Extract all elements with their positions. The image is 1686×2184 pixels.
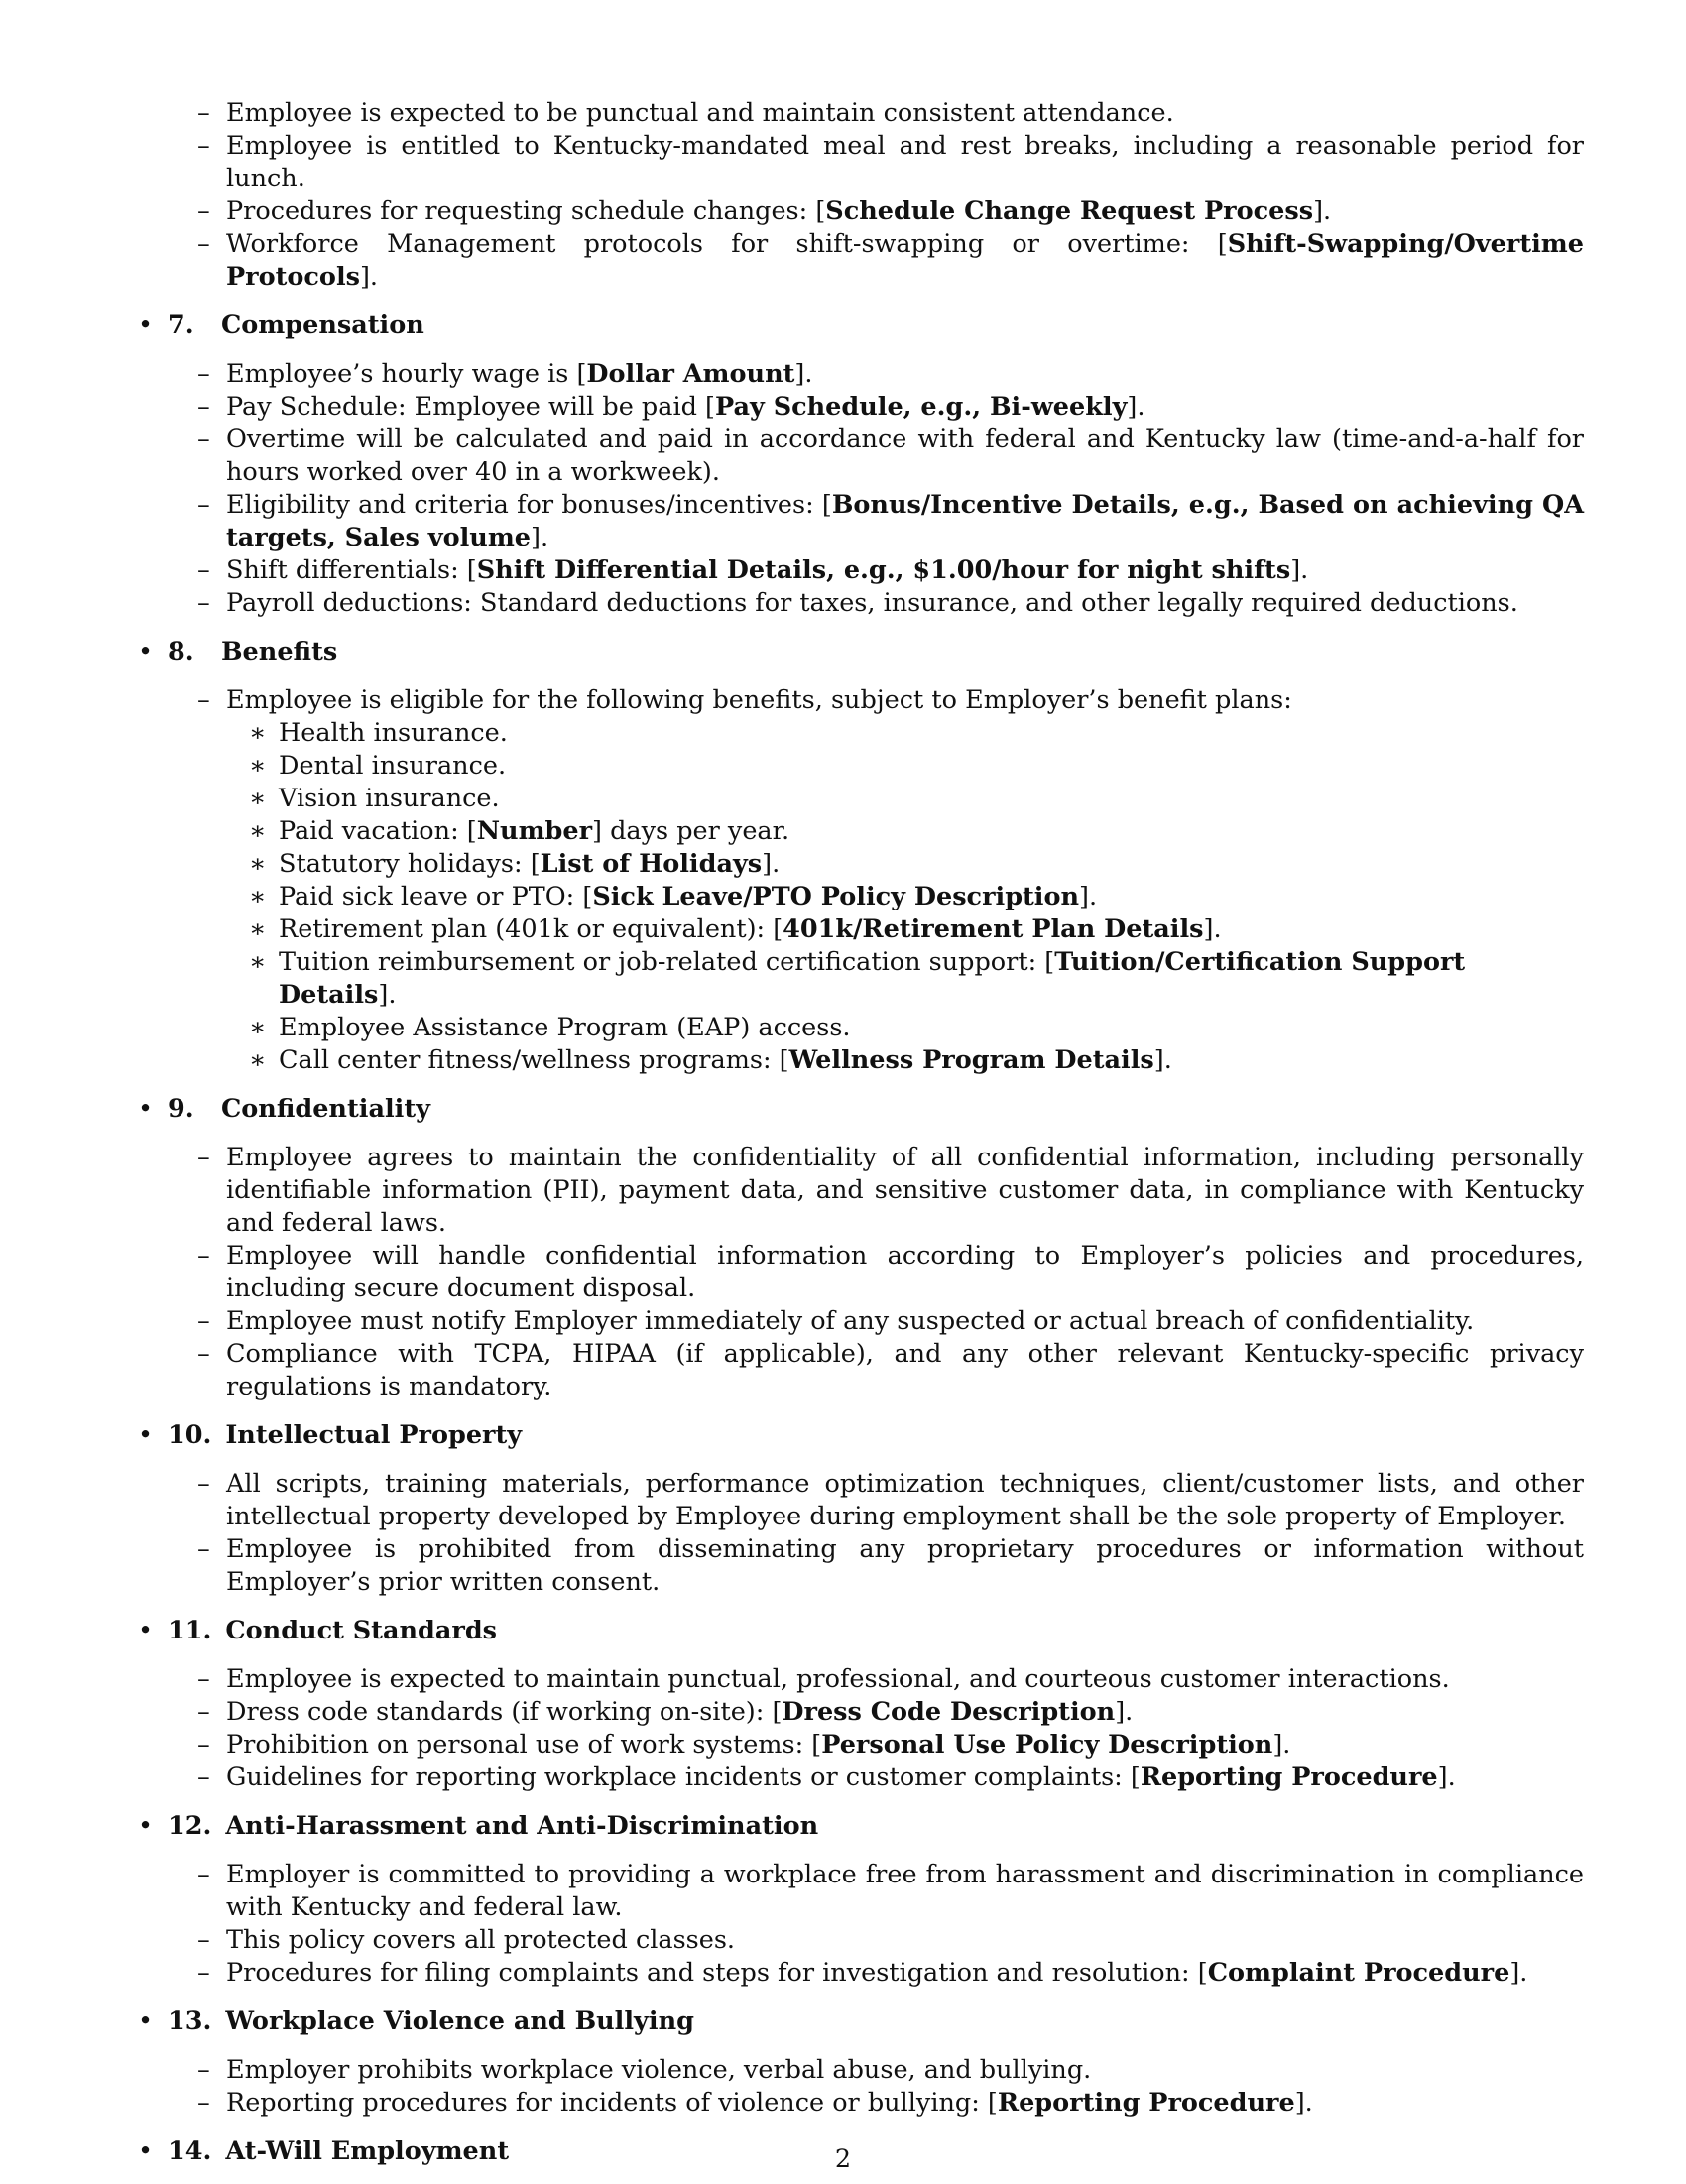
section-title: Benefits: [221, 637, 338, 667]
item-text-suffix: ].: [1313, 196, 1332, 226]
item-text-suffix: ].: [1127, 392, 1145, 422]
item-text: Employee agrees to maintain the confidentiality of all confidential information, including personally identifiable information (PII), payment data, and sensitive customer data, in compliance with Kentucky and federal laws.: [226, 1143, 1584, 1238]
item-text: Payroll deductions: Standard deductions for taxes, insurance, and other legally required deductions.: [226, 588, 1518, 618]
placeholder-field: List of Holidays: [540, 849, 763, 879]
item-text: Employee is expected to be punctual and maintain consistent attendance.: [226, 98, 1174, 128]
item-text-suffix: ].: [359, 262, 379, 292]
section-heading: [136, 1093, 1584, 1126]
item-text-suffix: ].: [1203, 914, 1222, 944]
star-marker: ∗: [249, 816, 267, 846]
item-text: Prohibition on personal use of work systems: [: [226, 1730, 822, 1759]
dash-marker: –: [197, 1664, 210, 1694]
document-page: [136, 97, 1584, 2184]
item-text: Employee is expected to maintain punctual, professional, and courteous customer interactions.: [226, 1664, 1450, 1694]
dash-marker: –: [197, 490, 210, 520]
list-item: [136, 130, 1584, 195]
placeholder-field: Wellness Program Details: [788, 1045, 1154, 1075]
item-text: Reporting procedures for incidents of violence or bullying: [: [226, 2088, 998, 2118]
list-item: [136, 1240, 1584, 1305]
dash-marker: –: [197, 1306, 210, 1336]
item-text-suffix: ] days per year.: [592, 816, 790, 846]
section-title: Intellectual Property: [225, 1420, 523, 1450]
dash-marker: –: [197, 392, 210, 422]
list-item: [136, 2054, 1584, 2087]
item-text: Paid vacation: [: [279, 816, 477, 846]
item-text: Vision insurance.: [279, 784, 500, 813]
dash-marker: –: [197, 196, 210, 226]
section-number: 10.: [168, 1420, 212, 1450]
placeholder-field: 401k/Retirement Plan Details: [783, 914, 1204, 944]
placeholder-field: Reporting Procedure: [997, 2088, 1295, 2118]
sub-list-item: [136, 946, 1584, 1012]
item-text: Employee will handle confidential information according to Employer’s policies and procedures, including secure document disposal.: [226, 1241, 1584, 1303]
section-heading: [136, 1615, 1584, 1647]
dash-marker: –: [197, 1339, 210, 1369]
sub-list-item: [136, 1044, 1584, 1077]
list-item: [136, 1729, 1584, 1761]
section-number: 13.: [168, 2006, 212, 2036]
dash-marker: –: [197, 1958, 210, 1988]
section-title: Conduct Standards: [225, 1616, 498, 1645]
intro-items: [136, 97, 1584, 294]
dash-marker: –: [197, 1241, 210, 1271]
item-text: Dental insurance.: [279, 751, 507, 781]
item-text-suffix: ].: [531, 523, 549, 552]
list-item: [136, 489, 1584, 554]
section-title: Compensation: [221, 310, 424, 340]
item-text-suffix: ].: [794, 359, 813, 389]
list-item: [136, 358, 1584, 391]
list-item: [136, 97, 1584, 130]
section: [136, 1810, 1584, 1990]
section-heading: [136, 1810, 1584, 1843]
item-text: Employee Assistance Program (EAP) access.: [279, 1013, 851, 1042]
bullet-marker: •: [138, 2006, 154, 2036]
dash-marker: –: [197, 1469, 210, 1499]
item-text-suffix: ].: [378, 980, 397, 1010]
item-text: Procedures for filing complaints and steps for investigation and resolution: [: [226, 1958, 1208, 1988]
item-text: Retirement plan (401k or equivalent): [: [279, 914, 783, 944]
dash-marker: –: [197, 555, 210, 585]
section-number: 9.: [168, 1094, 194, 1124]
placeholder-field: Number: [476, 816, 593, 846]
item-text: Tuition reimbursement or job-related certification support: [: [279, 947, 1055, 977]
list-item: [136, 228, 1584, 294]
item-text: This policy covers all protected classes.: [226, 1925, 736, 1955]
item-text: Guidelines for reporting workplace incidents or customer complaints: [: [226, 1762, 1141, 1792]
list-item: [136, 195, 1584, 228]
item-text-suffix: ].: [762, 849, 781, 879]
section: [136, 2005, 1584, 2120]
item-text: All scripts, training materials, performance optimization techniques, client/customer lists, and other intellectual property developed by Employee during employment shall be the sole property of Employer.: [226, 1469, 1584, 1531]
sub-list-item: [136, 848, 1584, 881]
item-text: Employer is committed to providing a workplace free from harassment and discrimination in compliance with Kentucky and federal law.: [226, 1860, 1584, 1922]
list-item: [136, 1142, 1584, 1240]
item-text: Dress code standards (if working on-site): [: [226, 1697, 783, 1727]
list-item: [136, 424, 1584, 489]
sub-list-item: [136, 717, 1584, 750]
placeholder-field: Shift-Swapping/Overtime Protocols: [226, 229, 1584, 292]
section-number: 14.: [168, 2136, 212, 2166]
section-heading: [136, 636, 1584, 668]
section-title: Workplace Violence and Bullying: [225, 2006, 694, 2036]
list-item: [136, 554, 1584, 587]
dash-marker: –: [197, 588, 210, 618]
list-item: [136, 1859, 1584, 1924]
star-marker: ∗: [249, 1045, 267, 1075]
star-marker: ∗: [249, 751, 267, 781]
section: [136, 309, 1584, 620]
dash-marker: –: [197, 229, 210, 259]
list-item: [136, 1663, 1584, 1696]
dash-marker: –: [197, 98, 210, 128]
sub-list-item: [136, 881, 1584, 913]
section-number: 11.: [168, 1616, 212, 1645]
bullet-marker: •: [138, 1616, 154, 1645]
item-text: Employee is prohibited from disseminating any proprietary procedures or information without Employer’s prior written consent.: [226, 1534, 1584, 1597]
list-item: [136, 391, 1584, 424]
dash-marker: –: [197, 1534, 210, 1564]
star-marker: ∗: [249, 914, 267, 944]
list-item: [136, 1305, 1584, 1338]
placeholder-field: Pay Schedule, e.g., Bi-weekly: [714, 392, 1128, 422]
dash-marker: –: [197, 1143, 210, 1172]
dash-marker: –: [197, 685, 210, 715]
list-item: [136, 1533, 1584, 1599]
item-text: Statutory holidays: [: [279, 849, 541, 879]
placeholder-field: Sick Leave/PTO Policy Description: [592, 882, 1080, 911]
section-number: 7.: [168, 310, 194, 340]
star-marker: ∗: [249, 1013, 267, 1042]
sub-list-item: [136, 815, 1584, 848]
section-heading: [136, 1419, 1584, 1452]
section-number: 8.: [168, 637, 194, 667]
item-text: Overtime will be calculated and paid in accordance with federal and Kentucky law (time-and-a-half for hours worked over 40 in a workweek).: [226, 425, 1584, 487]
item-text: Employee must notify Employer immediately of any suspected or actual breach of confidentiality.: [226, 1306, 1475, 1336]
star-marker: ∗: [249, 882, 267, 911]
bullet-marker: •: [138, 310, 154, 340]
item-text-suffix: ].: [1079, 882, 1098, 911]
dash-marker: –: [197, 1925, 210, 1955]
section-number: 12.: [168, 1811, 212, 1841]
dash-marker: –: [197, 1697, 210, 1727]
dash-marker: –: [197, 2055, 210, 2085]
dash-marker: –: [197, 1730, 210, 1759]
item-text: Eligibility and criteria for bonuses/incentives: [: [226, 490, 832, 520]
item-text: Procedures for requesting schedule changes: [: [226, 196, 826, 226]
bullet-marker: •: [138, 637, 154, 667]
page-number: 2: [834, 2144, 852, 2174]
item-text: Paid sick leave or PTO: [: [279, 882, 593, 911]
dash-marker: –: [197, 2088, 210, 2118]
item-text: Workforce Management protocols for shift-swapping or overtime: [: [226, 229, 1228, 259]
sub-list-item: [136, 1012, 1584, 1044]
section: [136, 1419, 1584, 1599]
list-item: [136, 587, 1584, 620]
placeholder-field: Tuition/Certification Support Details: [279, 947, 1466, 1010]
sections-container: [136, 309, 1584, 2168]
dash-marker: –: [197, 359, 210, 389]
star-marker: ∗: [249, 947, 267, 977]
dash-marker: –: [197, 131, 210, 161]
list-item: [136, 1338, 1584, 1403]
list-item: [136, 2087, 1584, 2120]
dash-marker: –: [197, 1860, 210, 1889]
sub-list-item: [136, 750, 1584, 783]
item-text: Compliance with TCPA, HIPAA (if applicable), and any other relevant Kentucky-specific privacy regulations is mandatory.: [226, 1339, 1584, 1401]
bullet-marker: •: [138, 2136, 154, 2166]
placeholder-field: Shift Differential Details, e.g., $1.00/hour for night shifts: [476, 555, 1291, 585]
item-text: Employee is entitled to Kentucky-mandated meal and rest breaks, including a reasonable period for lunch.: [226, 131, 1584, 193]
section-heading: [136, 309, 1584, 342]
item-text: Shift differentials: [: [226, 555, 477, 585]
list-item: [136, 1761, 1584, 1794]
list-item: [136, 1696, 1584, 1729]
section-title: At-Will Employment: [225, 2136, 510, 2166]
placeholder-field: Dress Code Description: [782, 1697, 1116, 1727]
item-text-suffix: ].: [1294, 2088, 1313, 2118]
item-text-suffix: ].: [1153, 1045, 1172, 1075]
section-heading: [136, 2005, 1584, 2038]
bullet-marker: •: [138, 1420, 154, 1450]
sub-list-item: [136, 783, 1584, 815]
section: [136, 636, 1584, 1077]
bullet-marker: •: [138, 1811, 154, 1841]
list-item: [136, 684, 1584, 717]
star-marker: ∗: [249, 718, 267, 748]
item-text: Call center fitness/wellness programs: [: [279, 1045, 789, 1075]
section: [136, 1093, 1584, 1403]
item-text-suffix: ].: [1115, 1697, 1134, 1727]
star-marker: ∗: [249, 849, 267, 879]
placeholder-field: Complaint Procedure: [1207, 1958, 1510, 1988]
placeholder-field: Schedule Change Request Process: [825, 196, 1314, 226]
item-text-suffix: ].: [1272, 1730, 1291, 1759]
placeholder-field: Dollar Amount: [586, 359, 795, 389]
section-title: Confidentiality: [221, 1094, 430, 1124]
bullet-marker: •: [138, 1094, 154, 1124]
item-text: Employee’s hourly wage is [: [226, 359, 587, 389]
item-text: Health insurance.: [279, 718, 508, 748]
placeholder-field: Reporting Procedure: [1140, 1762, 1438, 1792]
dash-marker: –: [197, 1762, 210, 1792]
dash-marker: –: [197, 425, 210, 454]
star-marker: ∗: [249, 784, 267, 813]
placeholder-field: Bonus/Incentive Details, e.g., Based on achieving QA targets, Sales volume: [226, 490, 1584, 552]
item-text: Employee is eligible for the following benefits, subject to Employer’s benefit plans:: [226, 685, 1292, 715]
sub-list-item: [136, 913, 1584, 946]
item-text-suffix: ].: [1290, 555, 1309, 585]
item-text: Employer prohibits workplace violence, verbal abuse, and bullying.: [226, 2055, 1092, 2085]
section-title: Anti-Harassment and Anti-Discrimination: [225, 1811, 819, 1841]
list-item: [136, 1468, 1584, 1533]
item-text-suffix: ].: [1509, 1958, 1528, 1988]
section: [136, 1615, 1584, 1794]
list-item: [136, 1924, 1584, 1957]
item-text: Pay Schedule: Employee will be paid [: [226, 392, 715, 422]
list-item: [136, 1957, 1584, 1990]
placeholder-field: Personal Use Policy Description: [821, 1730, 1273, 1759]
item-text-suffix: ].: [1437, 1762, 1456, 1792]
